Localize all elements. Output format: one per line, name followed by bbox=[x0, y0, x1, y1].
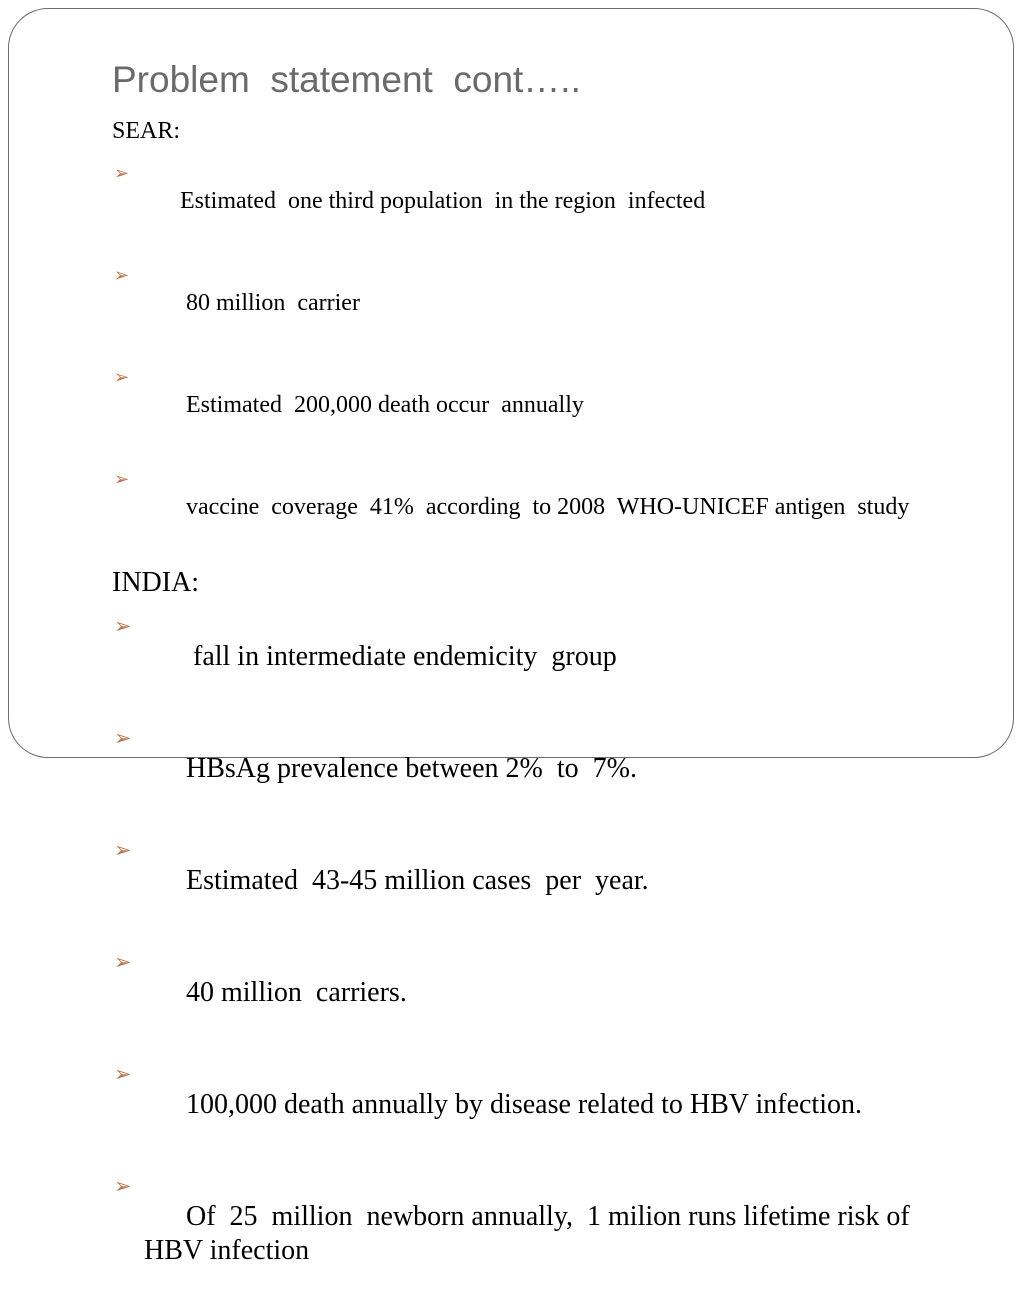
slide-title: Problem statement cont….. bbox=[112, 59, 581, 100]
bullet-text: Of 25 million newborn annually, 1 milion runs lifetime risk of HBV infection bbox=[144, 1201, 924, 1266]
bullet-item bbox=[112, 606, 942, 708]
bullet-item bbox=[112, 360, 942, 450]
bullet-item bbox=[112, 830, 942, 932]
arrow-bullet-icon: ➢ bbox=[114, 265, 130, 285]
slide-content bbox=[112, 116, 942, 1312]
bullet-text: fall in intermediate endemicity group bbox=[186, 641, 617, 672]
bullet-text: vaccine coverage 41% according to 2008 WHO-UNICEF antigen study bbox=[180, 494, 910, 520]
bullet-item bbox=[112, 462, 942, 552]
arrow-bullet-icon: ➢ bbox=[114, 367, 130, 387]
arrow-bullet-icon: ➢ bbox=[114, 726, 132, 750]
arrow-bullet-icon: ➢ bbox=[114, 469, 130, 489]
arrow-bullet-icon: ➢ bbox=[114, 950, 132, 974]
bullet-item bbox=[112, 1054, 942, 1156]
bullet-item bbox=[112, 156, 942, 246]
bullet-text: 40 million carriers. bbox=[186, 977, 407, 1008]
arrow-bullet-icon: ➢ bbox=[114, 163, 130, 183]
bullet-text: Estimated 200,000 death occur annually bbox=[180, 392, 584, 418]
arrow-bullet-icon: ➢ bbox=[114, 1174, 132, 1198]
section-heading-india: INDIA: bbox=[112, 567, 200, 598]
bullet-item bbox=[112, 942, 942, 1044]
bullet-text: HBsAg prevalence between 2% to 7%. bbox=[186, 753, 637, 784]
arrow-bullet-icon: ➢ bbox=[114, 1062, 132, 1086]
bullet-text: 80 million carrier bbox=[180, 290, 360, 316]
section-heading-sear: SEAR: bbox=[112, 118, 181, 144]
bullet-text: Estimated one third population in the region infected bbox=[180, 188, 706, 214]
arrow-bullet-icon: ➢ bbox=[114, 838, 132, 862]
bullet-text: 100,000 death annually by disease related to HBV infection. bbox=[186, 1089, 862, 1120]
bullet-item bbox=[112, 718, 942, 820]
bullet-item bbox=[112, 1166, 942, 1302]
bullet-item bbox=[112, 258, 942, 348]
arrow-bullet-icon: ➢ bbox=[114, 614, 132, 638]
bullet-text: Estimated 43-45 million cases per year. bbox=[186, 865, 649, 896]
